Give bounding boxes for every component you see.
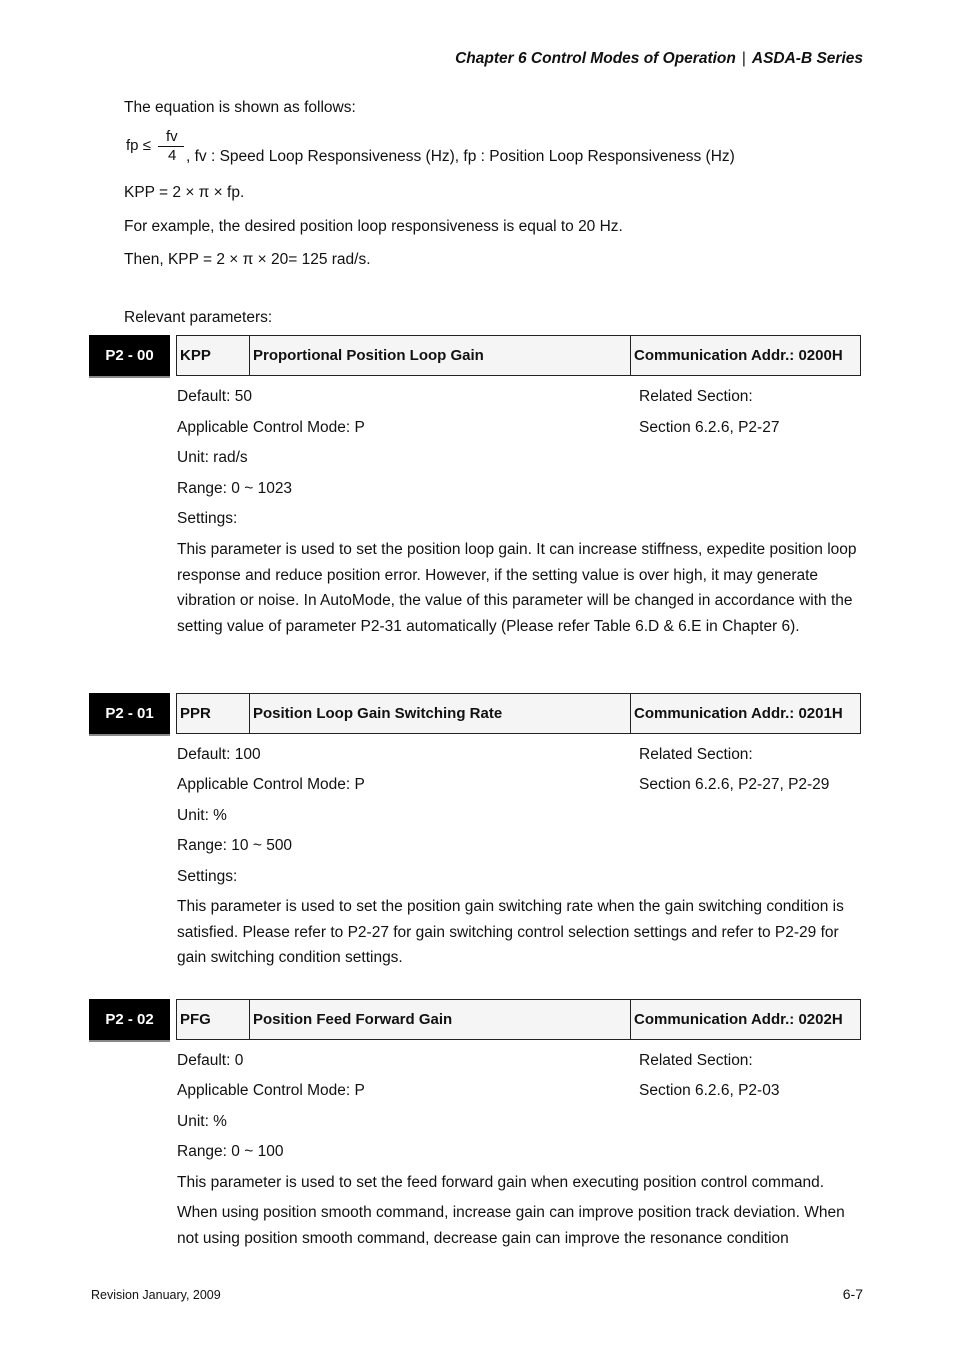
formula-left: fp ≤ [126, 137, 151, 154]
equation-lead: The equation is shown as follows: [124, 99, 356, 116]
param-header-p2-00 [176, 335, 861, 376]
then-text: Then, KPP = 2 × π × 20= 125 rad/s. [124, 251, 371, 268]
chapter-title: Chapter 6 Control Modes of Operation [455, 50, 736, 67]
param-header-p2-01 [176, 693, 861, 734]
param-label-p2-01: P2 - 01 [89, 693, 170, 736]
related-section-title: Related Section: [639, 1052, 753, 1069]
series-title: ASDA-B Series [751, 50, 863, 67]
param-unit: Unit: rad/s [177, 449, 248, 466]
formula-denominator: 4 [168, 147, 177, 164]
param-description: This parameter is used to set the feed forward gain when executing position control command. [177, 1174, 825, 1191]
param-name: Position Feed Forward Gain [250, 1000, 631, 1039]
formula-note: , fv : Speed Loop Responsiveness (Hz), fp : Position Loop Responsiveness (Hz) [186, 148, 735, 165]
responsiveness-formula [126, 127, 186, 167]
related-section-value: Section 6.2.6, P2-27 [639, 419, 780, 436]
param-default: Default: 50 [177, 388, 252, 405]
relevant-parameters-label: Relevant parameters: [124, 309, 273, 326]
param-description: This parameter is used to set the position loop gain. It can increase stiffness, expedite position loop response and reduce position error. However, if the setting value is over high, it may generate vibration or noise. In AutoMode, the value of this parameter will be changed in accordance with the setting value of parameter P2-31 automatically (Please refer Table 6.D & 6.E in Chapter 6). [177, 541, 857, 635]
param-control-mode: Applicable Control Mode: P [177, 776, 365, 793]
settings-label: Settings: [177, 510, 238, 527]
related-section-title: Related Section: [639, 388, 753, 405]
param-header-p2-02 [176, 999, 861, 1040]
param-label-p2-00: P2 - 00 [89, 335, 170, 378]
related-section-value: Section 6.2.6, P2-27, P2-29 [639, 776, 830, 793]
param-range: Range: 0 ~ 100 [177, 1143, 284, 1160]
revision-date: Revision January, 2009 [91, 1288, 221, 1302]
param-comm-addr: Communication Addr.: 0200H [634, 347, 843, 364]
settings-label: Settings: [177, 868, 238, 885]
param-range: Range: 10 ~ 500 [177, 837, 293, 854]
param-description-continued: When using position smooth command, increase gain can improve position track deviation. When not using position smooth command, decrease gain can improve the resonance condition [177, 1204, 845, 1247]
param-code: KPP [177, 336, 250, 375]
param-control-mode: Applicable Control Mode: P [177, 1082, 365, 1099]
kpp-formula: KPP = 2 × π × fp. [124, 184, 245, 201]
param-code: PFG [177, 1000, 250, 1039]
param-code: PPR [177, 694, 250, 733]
header-separator: | [741, 50, 746, 67]
related-section-title: Related Section: [639, 746, 753, 763]
param-default: Default: 100 [177, 746, 261, 763]
page-header [455, 50, 863, 68]
example-text: For example, the desired position loop responsiveness is equal to 20 Hz. [124, 218, 623, 235]
param-label-p2-02: P2 - 02 [89, 999, 170, 1042]
param-control-mode: Applicable Control Mode: P [177, 419, 365, 436]
param-comm-addr: Communication Addr.: 0201H [634, 705, 843, 722]
param-comm-addr: Communication Addr.: 0202H [634, 1011, 843, 1028]
param-name: Proportional Position Loop Gain [250, 336, 631, 375]
param-unit: Unit: % [177, 1113, 227, 1130]
formula-numerator: fv [166, 128, 178, 145]
param-description: This parameter is used to set the position gain switching rate when the gain switching condition is satisfied. Please refer to P2-27 for gain switching control selection settings and refer to P2-29 for gain switching condition settings. [177, 898, 844, 967]
param-range: Range: 0 ~ 1023 [177, 480, 293, 497]
related-section-value: Section 6.2.6, P2-03 [639, 1082, 780, 1099]
page-number: 6-7 [842, 1286, 863, 1302]
param-name: Position Loop Gain Switching Rate [250, 694, 631, 733]
param-unit: Unit: % [177, 807, 227, 824]
param-default: Default: 0 [177, 1052, 244, 1069]
